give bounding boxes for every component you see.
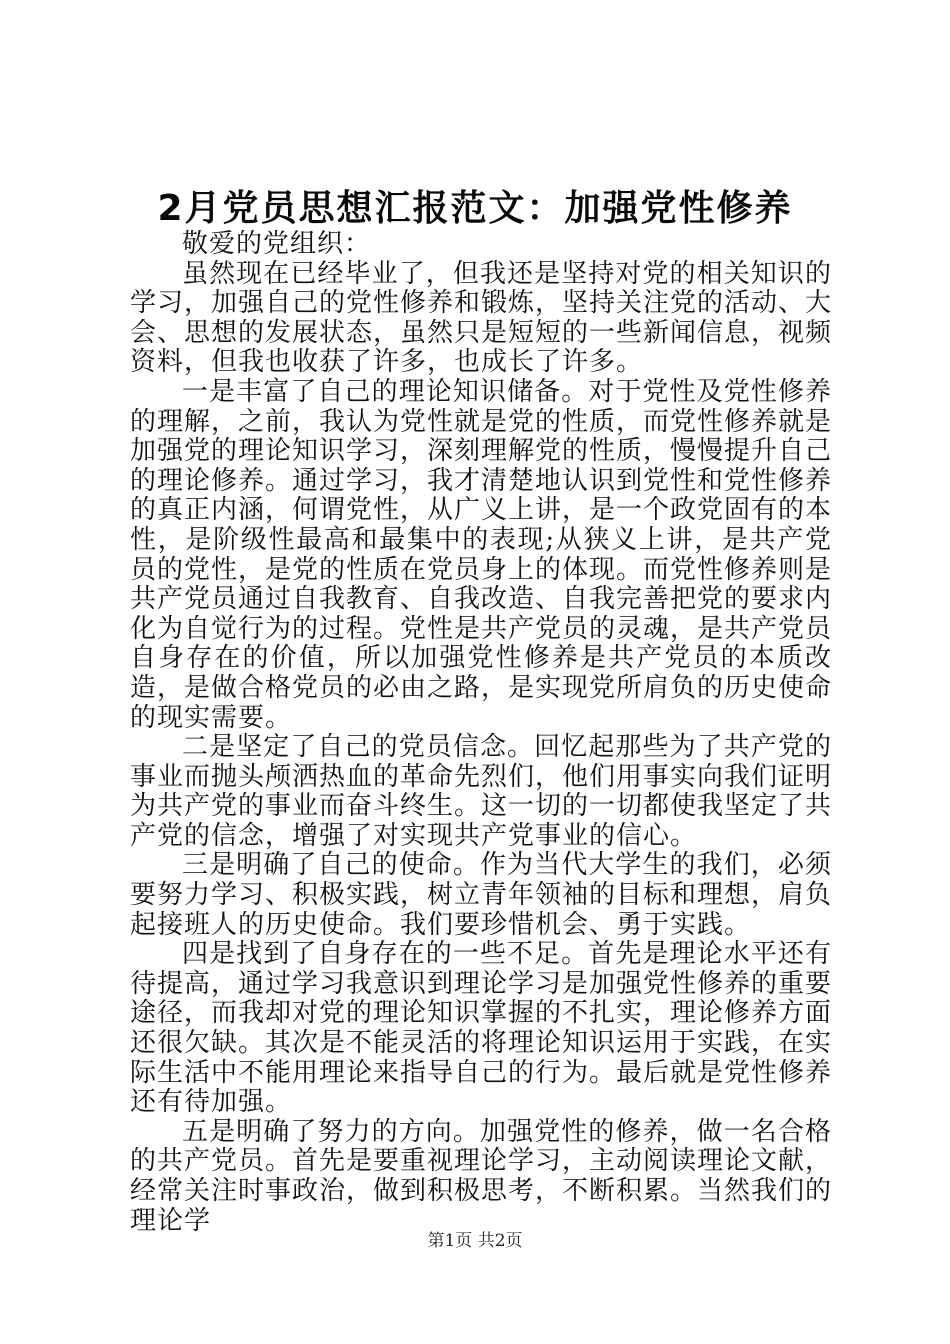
page-footer: 第1页 共2页 bbox=[427, 1231, 523, 1251]
document-body bbox=[130, 230, 832, 1236]
paragraph-2: 二是坚定了自己的党员信念。回忆起那些为了共产党的事业而抛头颅洒热血的革命先烈们，他们用事实向我们证明为共产党的事业而奋斗终生。这一切的一切都使我坚定了共产党的信念，增强了对实现共产党事业的信心。 bbox=[130, 732, 833, 851]
paragraph-4: 四是找到了自身存在的一些不足。首先是理论水平还有待提高，通过学习我意识到理论学习是加强党性修养的重要途径，而我却对党的理论知识掌握的不扎实，理论修养方面还很欠缺。其次是不能灵活的将理论知识运用于实践，在实际生活中不能用理论来指导自己的行为。最后就是党性修养还有待加强。 bbox=[130, 939, 833, 1118]
paragraph-1: 一是丰富了自己的理论知识储备。对于党性及党性修养的理解，之前，我认为党性就是党的性质，而党性修养就是加强党的理论知识学习，深刻理解党的性质，慢慢提升自己的理论修养。通过学习，我才清楚地认识到党性和党性修养的真正内涵，何谓党性，从广义上讲，是一个政党固有的本性，是阶级性最高和最集中的表现;从狭义上讲，是共产党员的党性，是党的性质在党员身上的体现。而党性修养则是共产党员通过自我教育、自我改造、自我完善把党的要求内化为自觉行为的过程。党性是共产党员的灵魂，是共产党员自身存在的价值，所以加强党性修养是共产党员的本质改造，是做合格党员的必由之路，是实现党所肩负的历史使命的现实需要。 bbox=[130, 376, 833, 733]
document-title: 2月党员思想汇报范文：加强党性修养 bbox=[157, 188, 793, 229]
paragraph-3: 三是明确了自己的使命。作为当代大学生的我们，必须要努力学习、积极实践，树立青年领袖的目标和理想，肩负起接班人的历史使命。我们要珍惜机会、勇于实践。 bbox=[130, 850, 833, 940]
greeting: 敬爱的党组织： bbox=[182, 229, 372, 259]
paragraph-intro: 虽然现在已经毕业了，但我还是坚持对党的相关知识的学习，加强自己的党性修养和锻炼，坚持关注党的活动、大会、思想的发展状态，虽然只是短短的一些新闻信息，视频资料，但我也收获了许多，也成长了许多。 bbox=[130, 258, 833, 378]
paragraph-5: 五是明确了努力的方向。加强党性的修养，做一名合格的共产党员。首先是要重视理论学习，主动阅读理论文献，经常关注时事政治，做到积极思考，不断积累。当然我们的理论学 bbox=[130, 1116, 833, 1236]
